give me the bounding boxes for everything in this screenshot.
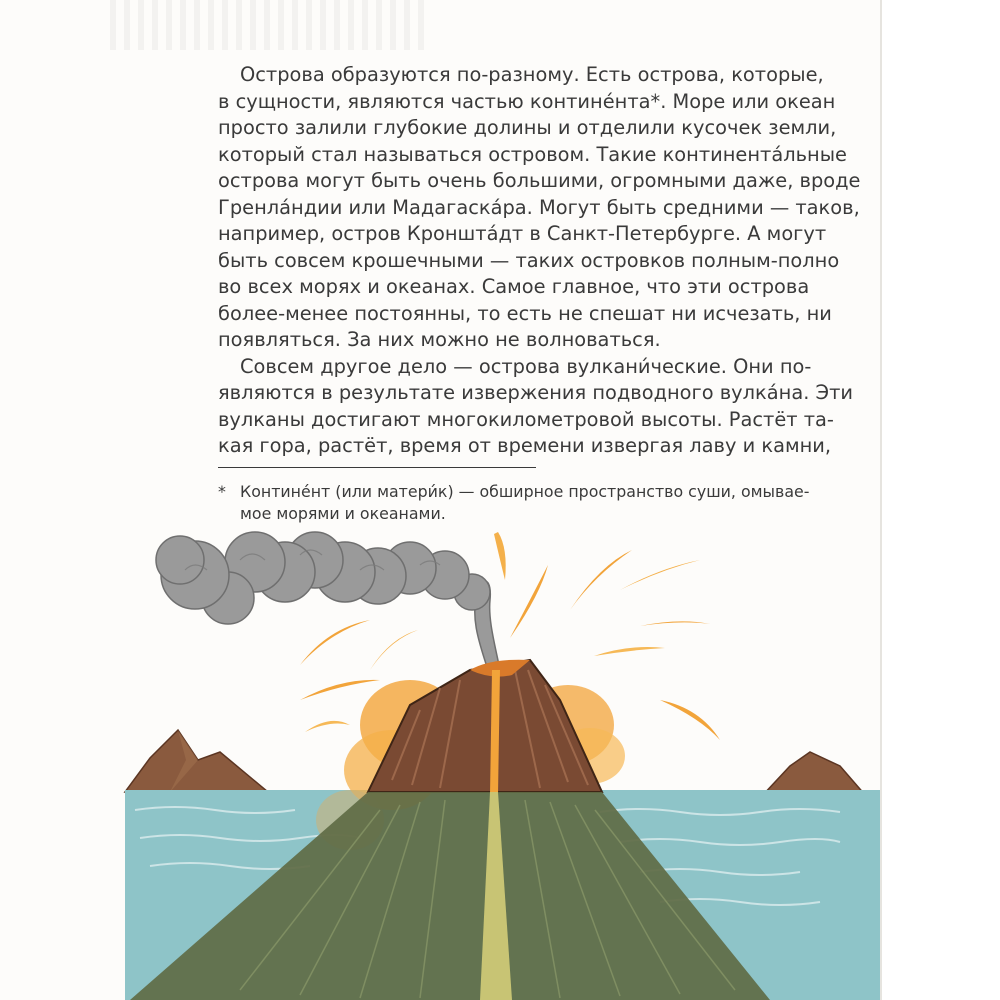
footnote-marker: * — [218, 482, 226, 501]
footnote-line — [218, 481, 810, 503]
text-line: Острова образуются по-разному. Есть острова, которые, — [240, 63, 824, 86]
footnote — [218, 481, 810, 525]
paragraph-volcanic-islands — [218, 354, 853, 460]
show-through-bleed — [110, 0, 430, 50]
text-line: просто залили глубокие долины и отделили кусочек земли, — [218, 116, 837, 139]
smoke-plume — [156, 532, 500, 670]
text-line: являются в результате извержения подводного вулка́на. Эти — [218, 381, 853, 404]
page-edge — [880, 0, 882, 1000]
text-line: быть совсем крошечными — таких островков полным-полно — [218, 248, 840, 272]
right-island — [762, 752, 866, 796]
footnote-divider — [218, 467, 536, 468]
text-line: например, остров Кроншта́дт в Санкт-Петербурге. А могут — [218, 222, 827, 245]
volcano-illustration — [0, 520, 880, 1000]
text-line: кая гора, растёт, время от времени извергая лаву и камни, — [218, 434, 832, 457]
footnote-line: мое морями и океанами. — [240, 504, 446, 523]
text-line: Гренла́ндии или Мадагаска́ра. Могут быть средними — таков, — [218, 195, 860, 219]
text-line: вулканы достигают многокилометровой высоты. Растёт та- — [218, 407, 834, 431]
volcano-cone — [368, 660, 602, 792]
text-line: острова могут быть очень большими, огромными даже, вроде — [218, 169, 861, 192]
footnote-text: Контине́нт (или матери́к) — обширное пространство суши, омывае- — [240, 482, 810, 501]
text-line: в сущности, являются частью контине́нта*. Море или океан — [218, 89, 836, 113]
text-line: более-менее постоянны, то есть не спешат ни исчезать, ни — [218, 301, 832, 325]
paragraph-continental-islands — [218, 62, 861, 354]
text-line: во всех морях и океанах. Самое главное, что эти острова — [218, 275, 810, 298]
main-text — [218, 62, 861, 460]
text-line: который стал называться островом. Такие континента́льные — [218, 142, 847, 166]
text-line: появляться. За них можно не волноваться. — [218, 328, 661, 351]
text-line: Совсем другое дело — острова вулкани́ческие. Они по- — [240, 354, 812, 378]
